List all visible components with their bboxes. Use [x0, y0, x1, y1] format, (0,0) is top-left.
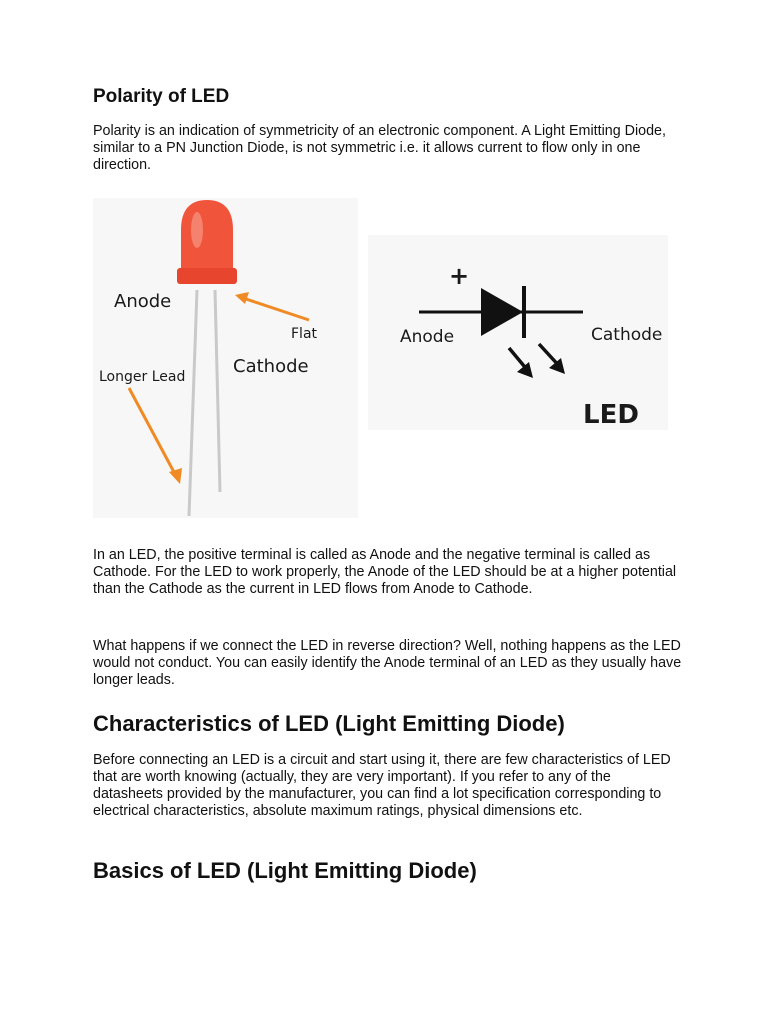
- plus-sign: +: [449, 262, 470, 290]
- label-longer-lead: Longer Lead: [99, 369, 186, 385]
- label-led-title: LED: [583, 400, 639, 430]
- led-highlight: [191, 212, 203, 248]
- label-cathode-symbol: Cathode: [591, 325, 663, 345]
- heading-basics: Basics of LED (Light Emitting Diode): [93, 858, 477, 883]
- label-cathode-photo: Cathode: [233, 356, 309, 377]
- led-polarity-figure: [93, 190, 683, 525]
- led-figure-svg: [93, 190, 683, 525]
- led-photo-illustration: [93, 198, 358, 518]
- label-anode-symbol: Anode: [400, 327, 455, 347]
- heading-polarity: Polarity of LED: [93, 86, 230, 107]
- label-anode-photo: Anode: [114, 291, 172, 312]
- paragraph-characteristics: Before connecting an LED is a circuit and start using it, there are few characteristics of LED that are worth knowing (actually, they are very important). If you refer to any of the datasheets provided by the manufacturer, you can find a lot specification corresponding to electrical characteristics, absolute maximum ratings, physical dimensions etc.: [93, 752, 671, 819]
- paragraph-polarity-reverse: What happens if we connect the LED in reverse direction? Well, nothing happens as the LED would not conduct. You can easily identify the Anode terminal of an LED as they usually have longer leads.: [93, 638, 682, 688]
- heading-characteristics: Characteristics of LED (Light Emitting Diode): [93, 711, 565, 736]
- paragraph-polarity-terminals: In an LED, the positive terminal is called as Anode and the negative terminal is called as Cathode. For the LED to work properly, the Anode of the LED should be at a higher potential than the Cathode as the current in LED flows from Anode to Cathode.: [93, 547, 677, 597]
- led-rim: [177, 268, 237, 284]
- label-flat: Flat: [291, 326, 318, 342]
- led-schematic-symbol: [368, 235, 668, 430]
- paragraph-polarity-intro: Polarity is an indication of symmetricity of an electronic component. A Light Emitting Diode, similar to a PN Junction Diode, is not symmetric i.e. it allows current to flow only in one direction.: [93, 123, 666, 173]
